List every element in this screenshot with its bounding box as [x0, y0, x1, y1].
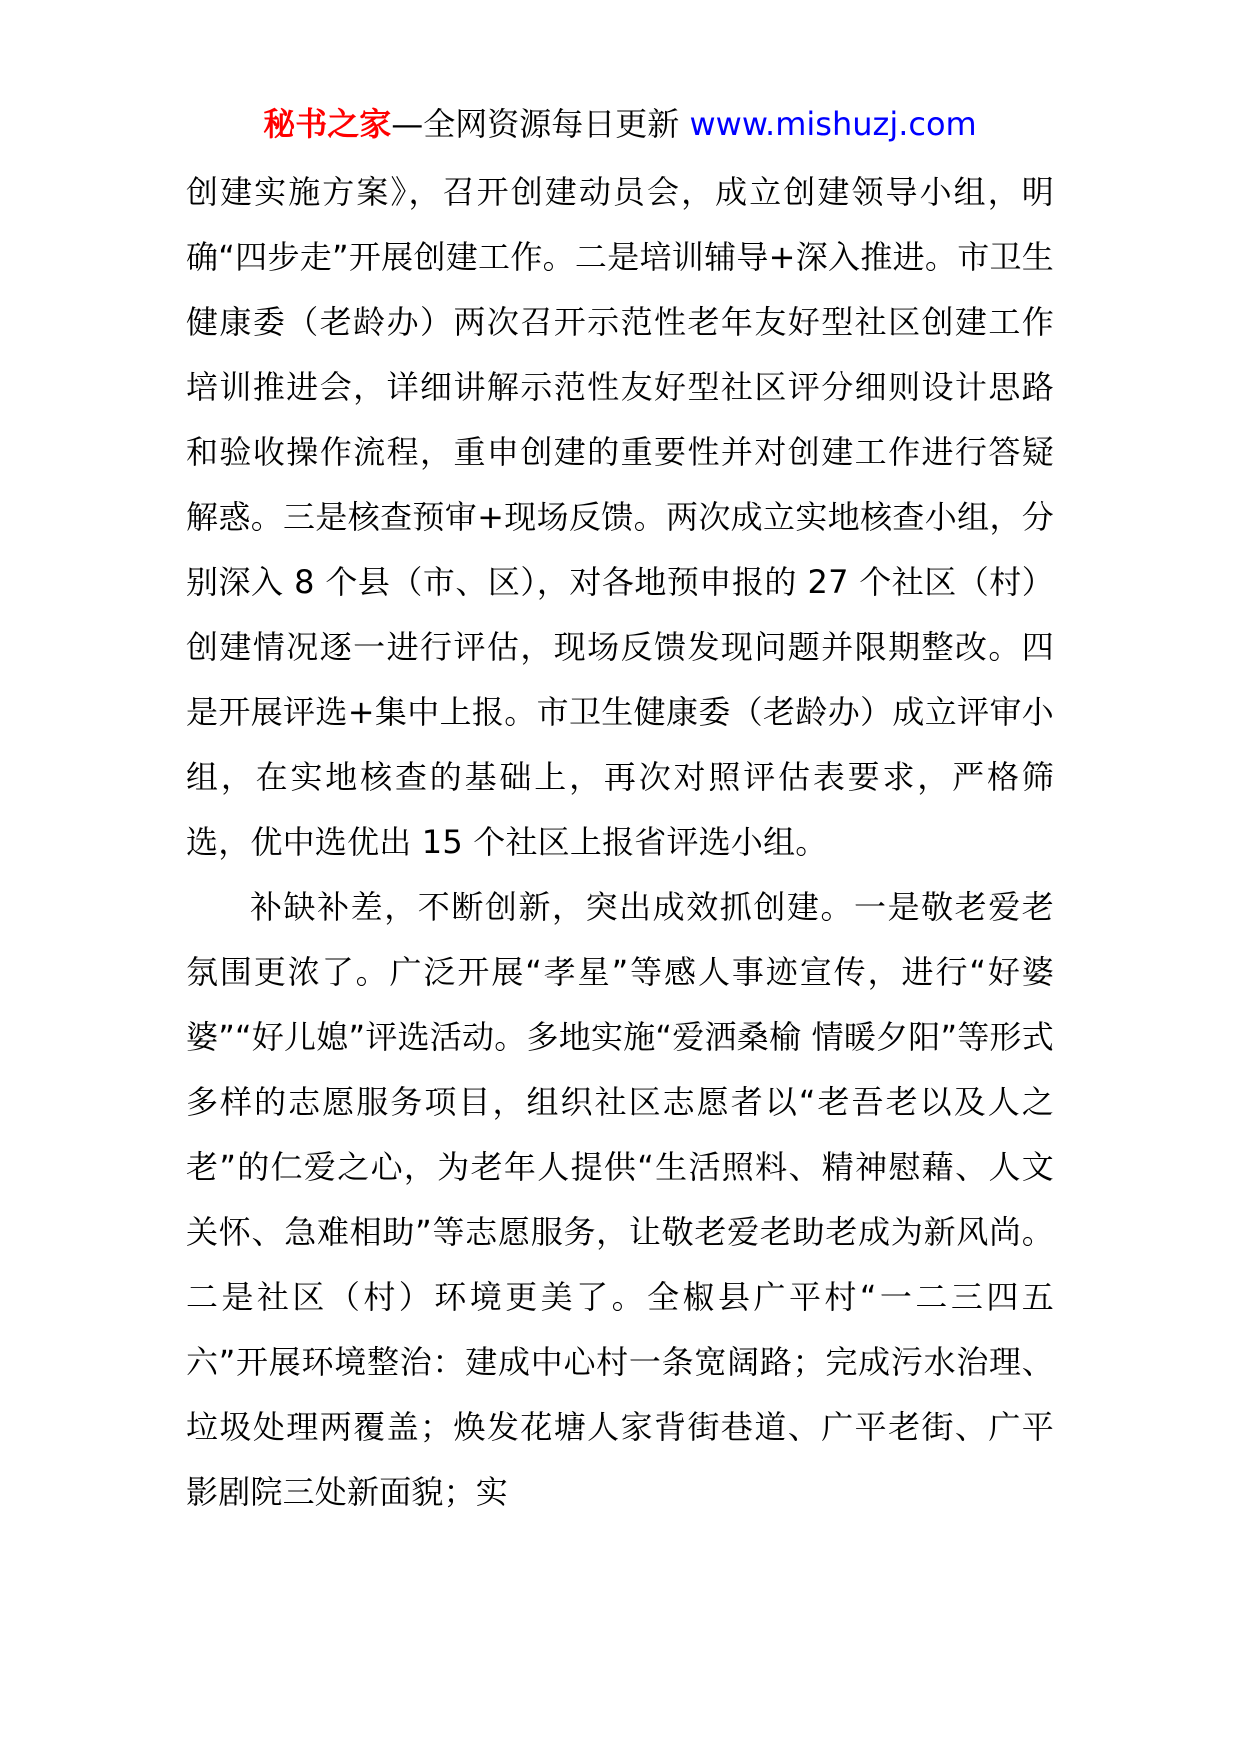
page-header [0, 100, 1240, 148]
site-url-link[interactable]: www.mishuzj.com [689, 105, 977, 143]
header-tagline: —全网资源每日更新 [391, 105, 680, 143]
document-body [186, 160, 1054, 1525]
paragraph-2: 补缺补差，不断创新，突出成效抓创建。一是敬老爱老氛围更浓了。广泛开展“孝星”等感人事迹宣传，进行“好婆婆”“好儿媳”评选活动。多地实施“爱洒桑榆 情暖夕阳”等形式多样的志愿服务项目，组织社区志愿者以“老吾老以及人之老”的仁爱之心，为老年人提供“生活照料、精神慰藉、人文关怀、急难相助”等志愿服务，让敬老爱老助老成为新风尚。二是社区（村）环境更美了。全椒县广平村“一二三四五六”开展环境整治：建成中心村一条宽阔路；完成污水治理、垃圾处理两覆盖；焕发花塘人家背街巷道、广平老街、广平影剧院三处新面貌；实 [186, 888, 1054, 1511]
brand-name: 秘书之家 [263, 105, 392, 143]
paragraph-1: 创建实施方案》，召开创建动员会，成立创建领导小组，明确“四步走”开展创建工作。二是培训辅导+深入推进。市卫生健康委（老龄办）两次召开示范性老年友好型社区创建工作培训推进会，详细讲解示范性友好型社区评分细则设计思路和验收操作流程，重申创建的重要性并对创建工作进行答疑解惑。三是核查预审+现场反馈。两次成立实地核查小组，分别深入 8 个县（市、区），对各地预申报的 27 个社区（村）创建情况逐一进行评估，现场反馈发现问题并限期整改。四是开展评选+集中上报。市卫生健康委（老龄办）成立评审小组，在实地核查的基础上，再次对照评估表要求，严格筛选，优中选优出 15 个社区上报省评选小组。 [186, 173, 1054, 861]
